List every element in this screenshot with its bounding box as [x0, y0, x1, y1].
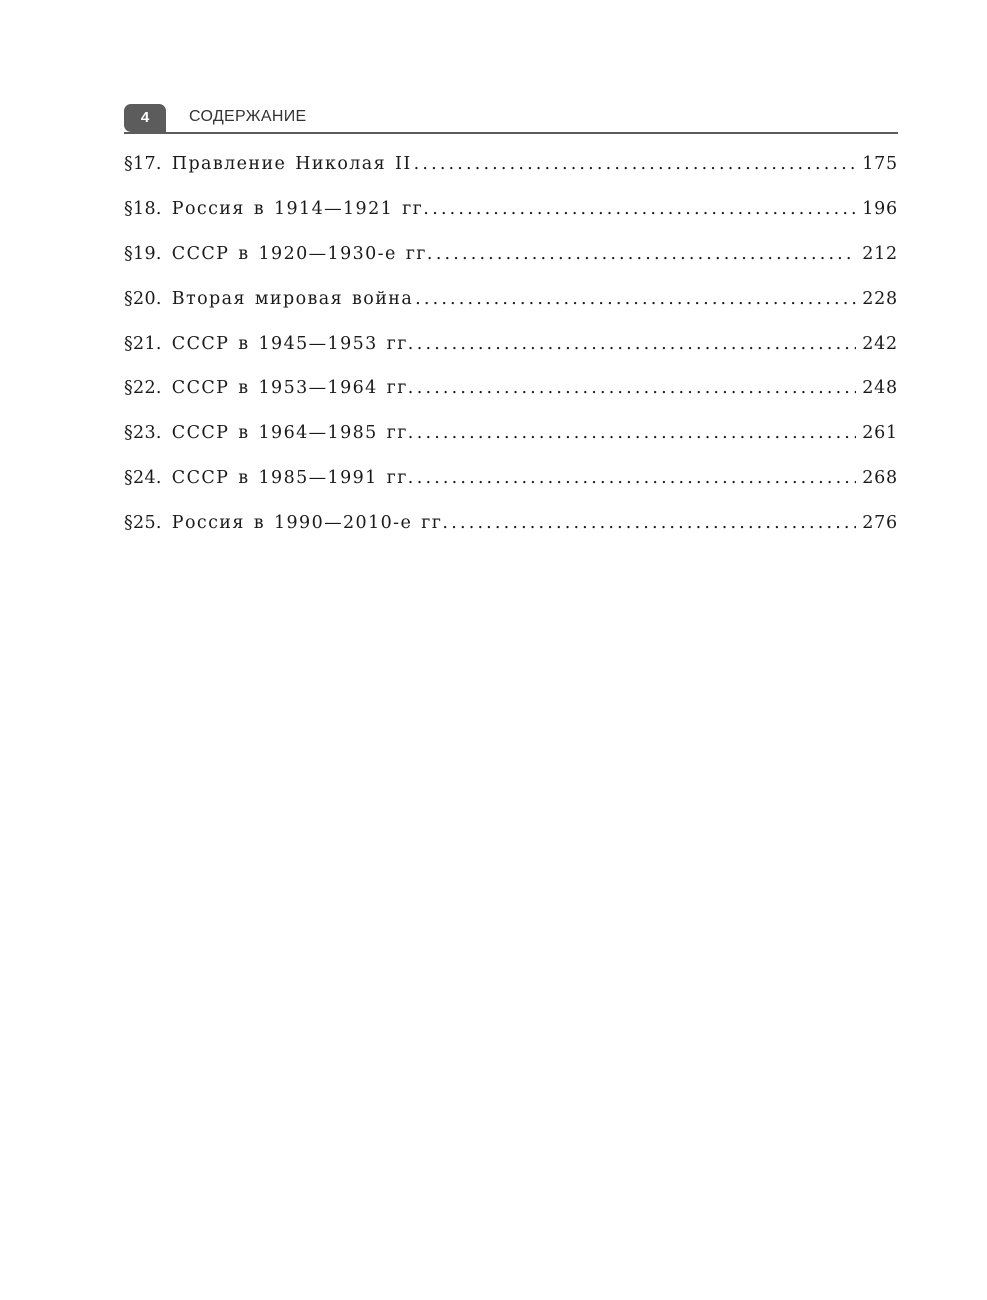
dot-leader: [417, 378, 856, 398]
page-header: [124, 104, 898, 134]
chapter-title: Правление Николая II: [171, 154, 412, 174]
dot-leader: [417, 334, 856, 354]
page-reference: 261: [862, 423, 898, 444]
page-reference: 196: [862, 198, 898, 219]
page-reference: 212: [862, 243, 898, 264]
dot-leader: [417, 423, 856, 443]
dot-leader: [451, 513, 856, 533]
dot-leader: [415, 289, 856, 309]
paragraph-number: §19.: [124, 243, 162, 264]
page-reference: 276: [862, 513, 898, 534]
chapter-title: Россия в 1914—1921 гг.: [171, 198, 431, 219]
paragraph-number: §23.: [124, 423, 162, 444]
dot-leader: [432, 199, 856, 219]
paragraph-number: §17.: [124, 154, 162, 174]
page-reference: 175: [862, 154, 898, 174]
table-of-contents: [124, 154, 898, 558]
chapter-title: Вторая мировая война: [171, 288, 414, 309]
chapter-title: СССР в 1920—1930-е гг.: [171, 243, 434, 264]
page-reference: 248: [862, 378, 898, 399]
chapter-title: СССР в 1964—1985 гг.: [171, 423, 415, 444]
toc-entry: [124, 289, 898, 334]
page-number-badge: 4: [124, 104, 166, 132]
toc-entry: [124, 378, 898, 423]
section-title: СОДЕРЖАНИЕ: [189, 108, 307, 125]
paragraph-number: §21.: [124, 333, 162, 354]
toc-entry: [124, 334, 898, 379]
chapter-title: СССР в 1945—1953 гг.: [171, 333, 415, 354]
dot-leader: [436, 244, 856, 264]
header-divider: [124, 132, 898, 134]
page-reference: 242: [862, 333, 898, 354]
chapter-title: СССР в 1985—1991 гг.: [171, 468, 415, 489]
toc-entry: [124, 244, 898, 289]
toc-entry: [124, 468, 898, 513]
page-reference: 228: [862, 288, 898, 309]
dot-leader: [414, 154, 857, 174]
dot-leader: [417, 468, 856, 488]
toc-entry: [124, 199, 898, 244]
paragraph-number: §24.: [124, 468, 162, 489]
toc-entry: [124, 154, 898, 199]
page-reference: 268: [862, 468, 898, 489]
toc-entry: [124, 513, 898, 558]
paragraph-number: §22.: [124, 378, 162, 399]
chapter-title: Россия в 1990—2010-е гг.: [171, 513, 450, 534]
paragraph-number: §18.: [124, 198, 162, 219]
paragraph-number: §25.: [124, 513, 162, 534]
chapter-title: СССР в 1953—1964 гг.: [171, 378, 415, 399]
paragraph-number: §20.: [124, 288, 162, 309]
toc-entry: [124, 423, 898, 468]
